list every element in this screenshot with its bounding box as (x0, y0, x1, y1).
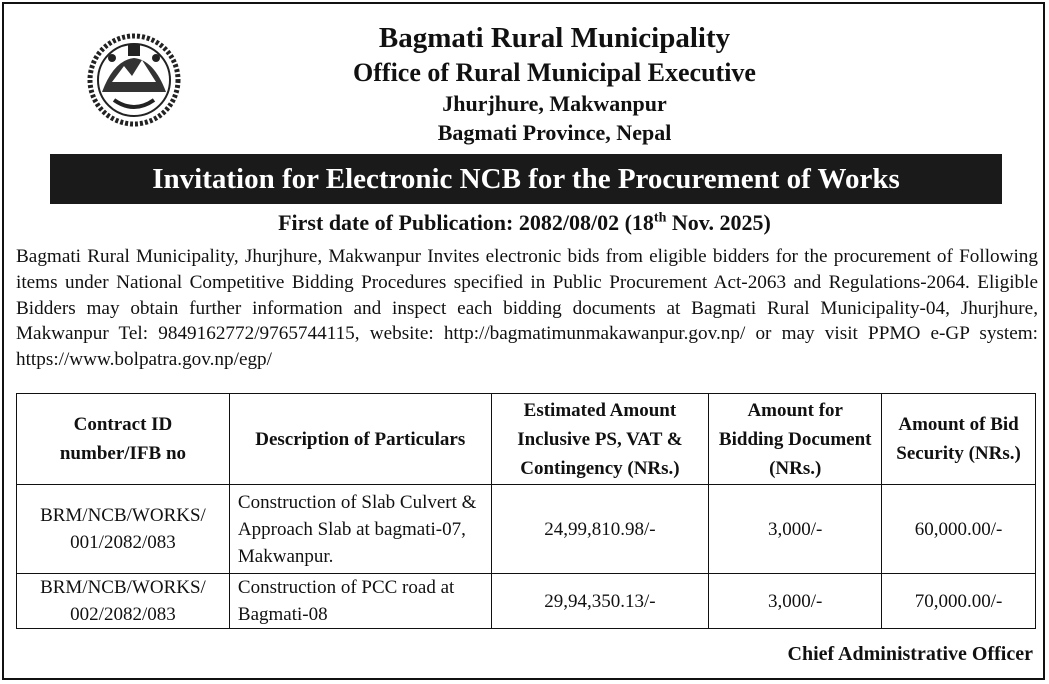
col-header-document-amount: Amount for Bidding Document (NRs.) (709, 394, 882, 485)
publication-date-prefix: First date of Publication: 2082/08/02 (18 (278, 210, 654, 235)
signature-title: Chief Administrative Officer (787, 643, 1033, 665)
publication-date (0, 210, 1049, 236)
col-header-bid-security: Amount of Bid Security (NRs.) (882, 394, 1036, 485)
cell-description: Construction of PCC road at Bagmati-08 (229, 574, 491, 629)
cell-bid-security: 60,000.00/- (882, 485, 1036, 574)
table-header-row (17, 394, 1036, 485)
col-header-description: Description of Particulars (229, 394, 491, 485)
cell-document-fee: 3,000/- (709, 485, 882, 574)
cell-document-fee: 3,000/- (709, 574, 882, 629)
office-location: Jhurjhure, Makwanpur (442, 91, 667, 116)
office-province: Bagmati Province, Nepal (437, 120, 672, 145)
cell-bid-security: 70,000.00/- (882, 574, 1036, 629)
cell-estimate: 29,94,350.13/- (491, 574, 709, 629)
publication-date-sup: th (653, 210, 667, 226)
cell-contract-id: BRM/NCB/WORKS/ 001/2082/083 (17, 485, 230, 574)
cell-description: Construction of Slab Culvert & Approach Slab at bagmati-07, Makwanpur. (229, 485, 491, 574)
cell-contract-id: BRM/NCB/WORKS/ 002/2082/083 (17, 574, 230, 629)
notice-body: Bagmati Rural Municipality, Jhurjhure, Makwanpur Invites electronic bids from eligible bidders for the procurement of Following items under National Competitive Bidding Procedures specified in Public Procurement Act-2063 and Regulations-2064. Eligible Bidders may obtain further information and inspect each bidding documents at Bagmati Rural Municipality-04, Jhurjhure, Makwanpur Tel: 9849162772/9765744115, website: http://bagmatimunmakawanpur.gov.np/ or may visit PPMO e-GP system: https://www.bolpatra.gov.np/egp/ (16, 246, 1038, 371)
notice-title-banner: Invitation for Electronic NCB for the Procurement of Works (50, 154, 1002, 204)
contracts-table (16, 393, 1036, 629)
cell-estimate: 24,99,810.98/- (491, 485, 709, 574)
publication-date-suffix: Nov. 2025) (666, 210, 771, 235)
office-name: Office of Rural Municipal Executive (353, 58, 756, 87)
table-row (17, 485, 1036, 574)
col-header-estimated-amount: Estimated Amount Inclusive PS, VAT & Contingency (NRs.) (491, 394, 709, 485)
table-row (17, 574, 1036, 629)
col-header-contract-id: Contract ID number/IFB no (17, 394, 230, 485)
org-name: Bagmati Rural Municipality (378, 22, 731, 54)
